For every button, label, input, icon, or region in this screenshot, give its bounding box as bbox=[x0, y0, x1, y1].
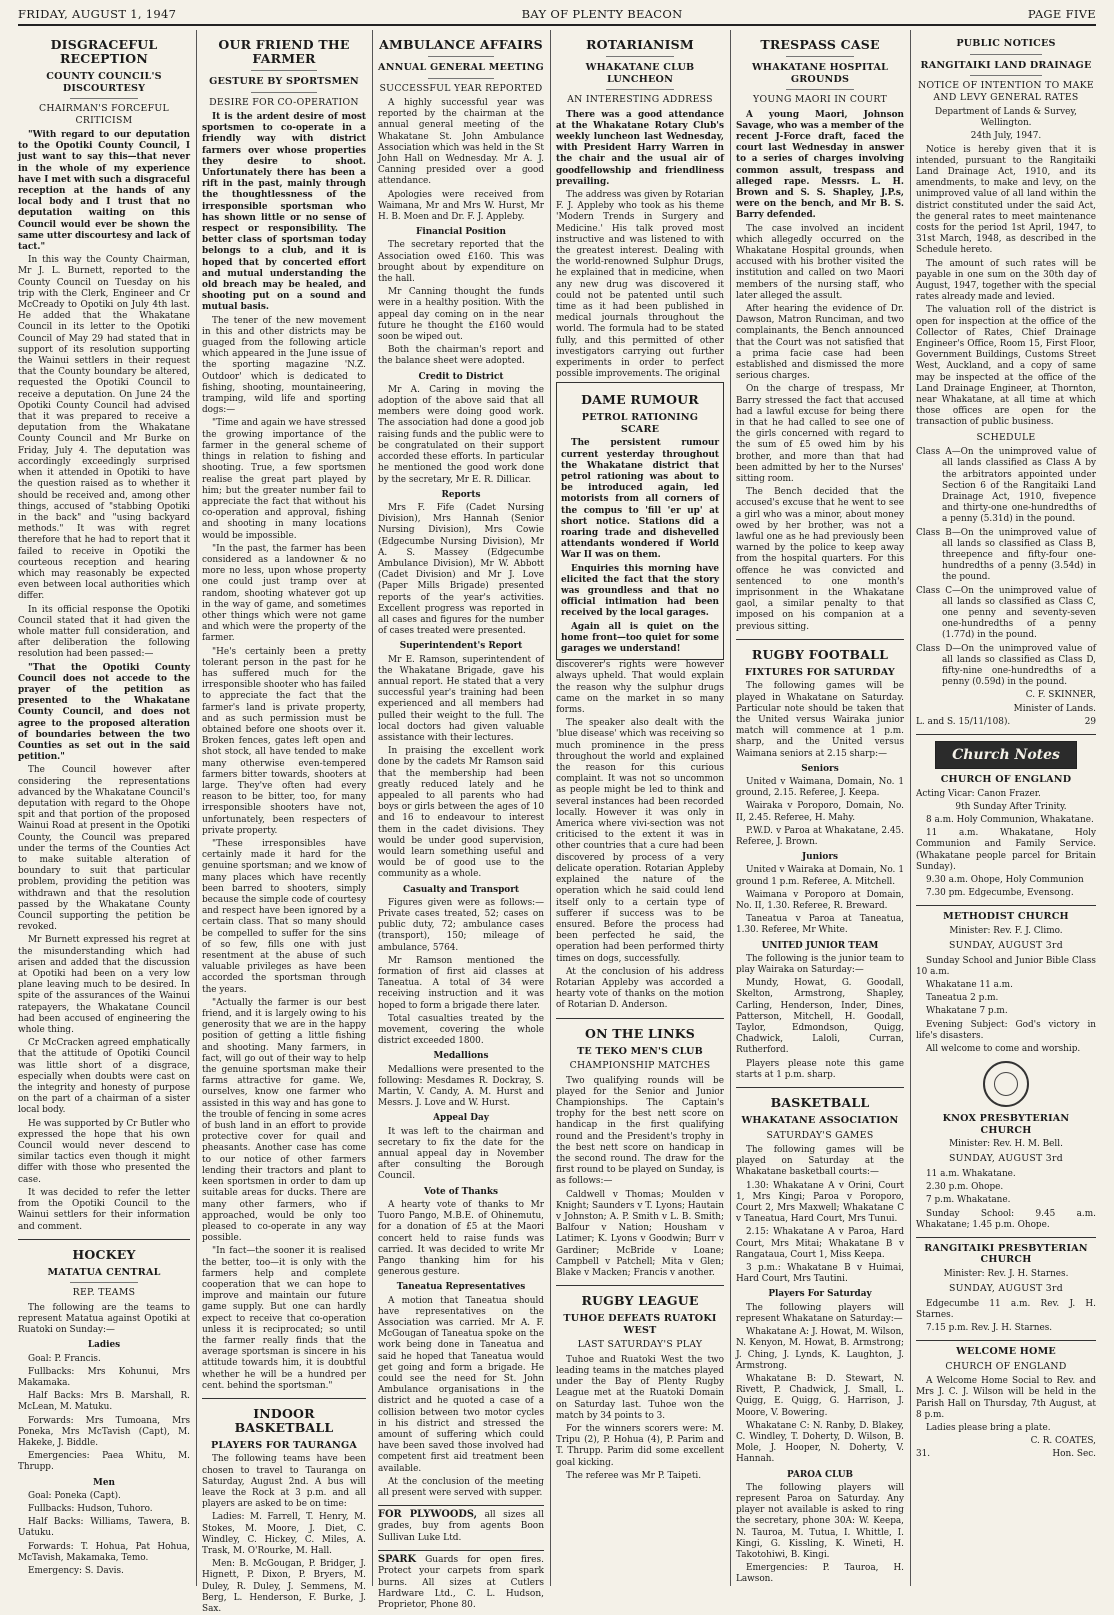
article-paragraph: The following games will be played in Whakatane on Saturday. Particular note should be taken that the United versus Wairaka junior match will commence at 1 p.m. sharp, and the United versus Waimana seniors at 2.15 sharp:— bbox=[736, 681, 904, 759]
team-heading: Ladies bbox=[87, 1340, 121, 1351]
article-paragraph: For the winners scorers were: M. Tripu (2), P. Hohua (4), P. Parim and T. Thrupp. Parim did some excellent goal kicking. bbox=[556, 1423, 724, 1468]
divider bbox=[556, 1018, 724, 1019]
article-paragraph: In its official response the Opotiki Council stated that it had given the whole matter full consideration, and after deliberation the following resolution had been passed:— bbox=[18, 604, 190, 660]
classified-ad-plywoods: FOR PLYWOODS, all sizes all grades, buy from agents Boon Sullivan Luke Ltd. bbox=[378, 1509, 544, 1543]
article-paragraph: "In the past, the farmer has been considered as a landowner & no more no less, upon whose property one could just tramp over at random, shooting whatever got up in the way of game, and sometimes other things which were not game and which were the property of the farmer. bbox=[202, 543, 366, 644]
column-rule bbox=[196, 30, 197, 1586]
section-heading: Medallions bbox=[433, 1051, 489, 1062]
team-line: Forwards: T. Hohua, Pat Hohua, McTavish, Makamaka, Temo. bbox=[18, 1541, 190, 1563]
subhead: WHAKATANE HOSPITAL GROUNDS bbox=[751, 62, 889, 85]
article-paragraph: The speaker also dealt with the 'blue disease' which was receiving so much prominence in the press throughout the world and explained the reason for this curious complaint. It was not so uncommon as people might be led to think and several instances had been recorded locally. However it was only in America where vivi-section was not criticised to the extent it was in other countries that a cure had been discovered by process of a very delicate operation. Rotarian Appleby explained the nature of the operation which he said could lend itself only to a certain type of sufferer if success was to be ensured. Before the process had been perfected he said, the operation had been performed thirty times on dogs, successfully. bbox=[556, 718, 724, 964]
article-paragraph: On the charge of trespass, Mr Barry stressed the fact that accused had a lawful excuse for being there in that he had called to see one of the girls concerned with regard to the sum of £5 owed him by his brother, and more than that had been admitted by her to the Nurses' sitting room. bbox=[736, 384, 904, 484]
headline-indoor-basketball: INDOOR BASKETBALL bbox=[234, 1405, 334, 1435]
subhead: MATATUA CENTRAL bbox=[47, 1266, 161, 1278]
section-heading: Superintendent's Report bbox=[399, 641, 523, 652]
article-paragraph: Again all is quiet on the home front—too quiet for some garages we understand! bbox=[561, 621, 719, 655]
church-minister: Minister: Rev. F. J. Climo. bbox=[949, 925, 1063, 936]
divider bbox=[916, 1237, 1096, 1238]
section-heading: Reports bbox=[441, 489, 481, 500]
article-paragraph: After hearing the evidence of Dr. Dawson, Matron Runciman, and two complainants, the Bench announced that the Court was not satisfied that a prima facie case had been established and dismissed the more serious charges. bbox=[736, 303, 904, 382]
schedule-class: Class A—On the unimproved value of all lands classified as Class A by the arbitrators appointed under Section 6 of the Rangitaiki Land Drainage Act, 1910, fivepence and thirty-one one-hundredths of a penny (5.31d) in the pound. bbox=[916, 447, 1096, 525]
team-line: Forwards: Mrs Tumoana, Mrs Poneka, Mrs McTavish (Capt), M. Hakeke, J. Biddle. bbox=[18, 1415, 190, 1448]
divider bbox=[736, 639, 904, 640]
divider bbox=[786, 56, 853, 57]
article-paragraph: Figures given were as follows:—Private cases treated, 52; cases on public duty, 72; ambulance cases (transport), 150; mileage of ambulance, 5764. bbox=[378, 897, 544, 953]
divider bbox=[70, 1282, 139, 1283]
church-sunday: SUNDAY, AUGUST 3rd bbox=[948, 940, 1064, 952]
article-paragraph: Medallions were presented to the following: Mesdames R. Dockray, S. Martin, V. Candy, A. M. Hurst and Messrs. J. Love and W. Hurst. bbox=[378, 1064, 544, 1109]
headline-hockey: HOCKEY bbox=[72, 1246, 136, 1262]
headline-rugby-football: RUGBY FOOTBALL bbox=[751, 646, 889, 662]
subhead: FIXTURES FOR SATURDAY bbox=[745, 666, 895, 678]
team-line: Whakatane C: N. Ranby, D. Blakey, C. Windley, T. Doherty, D. Wilson, B. Mole, J. Hooper, N. Doherty, V. Hannah. bbox=[736, 1420, 904, 1465]
article-paragraph: The Council however after considering the representations advanced by the Whakatane Council's deputation with regard to the Ohope spit and that portion of the proposed Wainui Road at present in the Opotiki County, the Council was prepared under the terms of the Counties Act to make suitable alteration of boundary to suit that particular problem, providing the petition was withdrawn and that the resolution passed by the Whakatane County Council supporting the petition be revoked. bbox=[18, 765, 190, 933]
subhead: SUCCESSFUL YEAR REPORTED bbox=[379, 82, 543, 94]
article-paragraph: The secretary reported that the Association owed £160. This was brought about by expenditure on the hall. bbox=[378, 240, 544, 285]
signer-title: Minister of Lands. bbox=[1013, 703, 1096, 714]
team-heading: Men bbox=[93, 1477, 115, 1488]
church-service: Edgecumbe 11 a.m. Rev. J. H. Starnes. bbox=[916, 1298, 1096, 1320]
welcome-signoff bbox=[916, 1449, 1096, 1460]
article-paragraph: Apologies were received from Waimana, Mr and Mrs W. Hurst, Mr H. B. Moen and Dr. F. J. Appleby. bbox=[378, 189, 544, 223]
church-service: 7.15 p.m. Rev. J. H. Starnes. bbox=[926, 1323, 1053, 1334]
section-heading: PAROA CLUB bbox=[786, 1469, 854, 1480]
team-line: Emergencies: Paea Whitu, M. Thrupp. bbox=[18, 1451, 190, 1473]
divider bbox=[202, 1398, 366, 1399]
church-emblem-icon bbox=[983, 1061, 1029, 1107]
divider bbox=[378, 1505, 544, 1506]
section-heading: Seniors bbox=[801, 763, 839, 774]
team-line: Emergency: S. Davis. bbox=[28, 1565, 124, 1576]
article-paragraph: Both the chairman's report and the balance sheet were adopted. bbox=[378, 345, 544, 367]
subhead: CHAMPIONSHIP MATCHES bbox=[569, 1060, 711, 1072]
article-paragraph: The tener of the new movement in this and other districts may be guaged from the following article which appeared in the June issue of the sporting magazine 'N.Z. Outdoor' which is dedicated to fishing, shooting, mountaineering, tramping, wild life and sporting dogs:— bbox=[202, 315, 366, 416]
column-rule bbox=[550, 30, 551, 1586]
divider bbox=[70, 98, 139, 99]
team-line: Ladies: M. Farrell, T. Henry, M. Stokes, M. Moore, J. Diet, C. Windley, C. Hickey, C. Miles, A. Trask, M. O'Rourke, M. Hall. bbox=[202, 1512, 366, 1557]
column-2 bbox=[202, 30, 366, 1615]
headline-rugby-league: RUGBY LEAGUE bbox=[581, 1293, 699, 1309]
section-heading: Juniors bbox=[801, 852, 839, 863]
article-paragraph: Two qualifying rounds will be played for the Senior and Junior Championships. The Captain's trophy for the best nett score on handicap in the first qualifying round and the President's trophy in the best nett score on handicap in the second round. The draw for the first round to be played on Sunday, is as follows:— bbox=[556, 1075, 724, 1187]
church-minister: Minister: Rev. J. H. Starnes. bbox=[943, 1268, 1069, 1279]
notice-date: 24th July, 1947. bbox=[970, 131, 1042, 142]
team-line: Whakatane A: J. Howat, M. Wilson, N. Kenyon, M. Howat, B. Armstrong; J. Ching, J. Lynds, K. Laughton, J. Armstrong. bbox=[736, 1327, 904, 1371]
column-6 bbox=[916, 30, 1096, 1586]
issue-date: FRIDAY, AUGUST 1, 1947 bbox=[18, 7, 177, 21]
article-paragraph: The address was given by Rotarian F. J. Appleby who took as his theme 'Modern Trends in Surgery and Medicine.' His talk proved most instructive and was listened to with the greatest interest. Dealing with the world-renowned Sulphur Drugs, he explained that in medicine, when any new drug was discovered it could not be patented until such time as it had been published in medical journals throughout the world. The formula had to be stated fully, and this permitted of other investigators carrying out further experiments in order to perfect possible improvements. The original bbox=[556, 189, 724, 380]
fixture-line: 1.30: Whakatane A v Orini, Court 1, Mrs Kingi; Paroa v Poroporo, Court 2, Mrs Maxwell; Whakatane C v Taneatua, Hard Court, Mrs Tunui. bbox=[736, 1180, 904, 1225]
article-paragraph: "With regard to our deputation to the Opotiki County Council, I just want to say this—that never in the whole of my experience have I met with such a disgraceful reception at the hands of any local body and I trust that no deputation waiting on this Council would ever be shown the same utter discourtesy and lack of tact." bbox=[18, 130, 190, 253]
team-line: Fullbacks: Hudson, Tuhoro. bbox=[28, 1503, 153, 1514]
subhead: GESTURE BY SPORTSMEN bbox=[209, 76, 359, 87]
section-heading: Appeal Day bbox=[433, 1113, 489, 1124]
church-service: Whakatane 7 p.m. bbox=[926, 1006, 1008, 1017]
paper-title: BAY OF PLENTY BEACON bbox=[521, 7, 683, 21]
notice-paragraph: A Welcome Home Social to Rev. and Mrs J. C. J. Wilson will be held in the Parish Hall on Thursday, 7th August, at 8 p.m. bbox=[916, 1376, 1096, 1420]
church-service: Evening Subject: God's victory in life's disasters. bbox=[916, 1019, 1096, 1041]
column-4 bbox=[556, 30, 724, 1586]
article-paragraph: "He's certainly been a pretty tolerant person in the past for he has suffered much for the irresponsible shooter who has failed to appreciate the fact that the farmer's land is private property, and as such permission must be obtained before one shoots over it. Broken fences, gates left open and shot stock, all have tended to make many otherwise even-tempered farmers bitter towards, shooters at large. They've often had every reason to be bitter, too, for many irresponsible shooters have not, unfortunately, been respecters of private property. bbox=[202, 646, 366, 836]
team-line: Half Backs: Mrs B. Marshall, R. McLean, M. Matuku. bbox=[18, 1391, 190, 1413]
section-heading: Credit to District bbox=[418, 371, 504, 382]
article-paragraph: It was decided to refer the letter from the Opotiki Council to the Wainui settlers for their information and comment. bbox=[18, 1187, 190, 1232]
schedule-heading: SCHEDULE bbox=[976, 431, 1036, 443]
notice-ref: L. and S. 15/11/108). bbox=[916, 716, 1011, 727]
article-paragraph: Caldwell v Thomas; Moulden v Knight; Saunders v T. Lyons; Hautain v Johnston; A. P. Smith v L. B. Smith; Balfour v Nation; Housham v Latimer; K. Lyons v Goodwin; Burr v Gardiner; McBride v Loane; Campbell v Patchell; Mita v Glen; Blake v Macken; Francis v another. bbox=[556, 1189, 724, 1278]
schedule-class: Class B—On the unimproved value of all lands so classified as Class B, threepence and fifty-four one-hundredths of a penny (3.54d) in the pound. bbox=[916, 527, 1096, 583]
article-paragraph: The following players will represent Whakatane on Saturday:— bbox=[736, 1302, 904, 1324]
article-paragraph: Enquiries this morning have elicited the fact that the story was groundless and that no official intimation had been received by the local garages. bbox=[561, 563, 719, 619]
signer-title: Hon. Sec. bbox=[1052, 1449, 1096, 1460]
article-paragraph: discoverer's rights were however always upheld. That would explain the reason why the sulphur drugs came on the market in so many forms. bbox=[556, 660, 724, 716]
article-paragraph: Tuhoe and Ruatoki West the two leading teams in the matches played under the Bay of Plenty Rugby League met at the Ruatoki Domain on Saturday last. Tuhoe won the match by 34 points to 3. bbox=[556, 1354, 724, 1421]
notice-number: 29 bbox=[1084, 716, 1096, 727]
church-service: All welcome to come and worship. bbox=[926, 1044, 1081, 1055]
divider bbox=[378, 1550, 544, 1551]
church-service: Whakatane 11 a.m. bbox=[926, 980, 1013, 990]
article-paragraph: There was a good attendance at the Whakatane Rotary Club's weekly luncheon last Wednesday, with President Harry Warren in the chair and the usual air of goodfellowship and friendliness prevailing. bbox=[556, 109, 724, 187]
article-paragraph: A highly successful year was reported by the chairman at the annual general meeting of the Whakatane St. John Ambulance Association which was held in the St John Hall on Wednesday. Mr A. J. Canning presided over a good attendance. bbox=[378, 98, 544, 187]
subhead: ANNUAL GENERAL MEETING bbox=[378, 62, 544, 73]
public-notices-heading: PUBLIC NOTICES bbox=[956, 38, 1056, 49]
church-sunday: SUNDAY, AUGUST 3rd bbox=[948, 1153, 1064, 1165]
notice-number: 31. bbox=[916, 1449, 931, 1460]
notice-paragraph: The amount of such rates will be payable in one sum on the 30th day of August, 1947, together with the special rates already made and levied. bbox=[916, 258, 1096, 303]
divider bbox=[251, 70, 317, 71]
article-paragraph: Mr E. Ramson, superintendent of the Whakatane Brigade, gave his annual report. He stated that a very successful year's training had been experienced and all members had pulled their weight to the full. The local doctors had given valuable assistance with their lectures. bbox=[378, 654, 544, 743]
column-5 bbox=[736, 30, 904, 1586]
article-paragraph: Players please note this game starts at 1 p.m. sharp. bbox=[736, 1058, 904, 1080]
column-rule bbox=[730, 30, 731, 1586]
headline-disgraceful-reception: DISGRACEFUL RECEPTION bbox=[50, 37, 158, 66]
article-paragraph: At the conclusion of the meeting all present were served with supper. bbox=[378, 1476, 544, 1498]
fixture-line: Waimana v Poroporo at Domain, No. II, 1.30. Referee, R. Breward. bbox=[736, 889, 904, 911]
article-paragraph: The following games will be played on Saturday at the Whakatane basketball courts:— bbox=[736, 1145, 904, 1178]
team-line: Men: B. McGougan, P. Bridger, J. Hignett, P. Dixon, P. Bryers, M. Duley, R. Duley, J. Semmens, M. Berg, L. Henderson, F. Burke, J. Sax. bbox=[202, 1559, 366, 1615]
section-heading: Casualty and Transport bbox=[403, 884, 519, 895]
subhead: WHAKATANE CLUB LUNCHEON bbox=[585, 62, 695, 85]
welcome-home-heading: WELCOME HOME bbox=[956, 1346, 1056, 1358]
divider bbox=[786, 89, 853, 90]
divider bbox=[916, 734, 1096, 735]
church-service: Sunday School: 9.45 a.m. Whakatane; 1.45 p.m. Ohope. bbox=[916, 1208, 1096, 1230]
signer-name: C. R. COATES, bbox=[1030, 1436, 1096, 1447]
team-line: Goal: P. Francis. bbox=[28, 1353, 101, 1364]
subhead: TUHOE DEFEATS RUATOKI WEST bbox=[563, 1313, 717, 1336]
section-heading: Taneatua Representatives bbox=[396, 1282, 526, 1293]
divider bbox=[428, 78, 494, 79]
article-paragraph: Total casualties treated by the movement, covering the whole district exceeded 1800. bbox=[378, 1013, 544, 1047]
article-paragraph: The following are the teams to represent Matatua against Opotiki at Ruatoki on Sunday:— bbox=[18, 1302, 190, 1336]
church-heading: METHODIST CHURCH bbox=[943, 911, 1069, 923]
divider bbox=[736, 1087, 904, 1088]
subhead: PETROL RATIONING SCARE bbox=[581, 412, 699, 435]
team-line: Emergencies: P. Tauroa, H. Lawson. bbox=[736, 1563, 904, 1585]
subhead: REP. TEAMS bbox=[72, 1287, 136, 1299]
divider bbox=[606, 56, 673, 57]
column-1 bbox=[18, 30, 190, 1586]
divider bbox=[970, 75, 1042, 76]
team-line: Fullbacks: Mrs Kohunui, Mrs Makamaka. bbox=[18, 1366, 190, 1388]
subhead: COUNTY COUNCIL'S DISCOURTESY bbox=[46, 71, 162, 94]
article-paragraph: The Bench decided that the accused's excuse that he went to see a girl who was a minor, about money owed by her brother, was not a lawful one as he had previously been warned by the police to keep away from the hospital quarters. For this offence he was convicted and sentenced to one month's imprisonment in the Whakatane gaol, a similar penalty to that imposed on his companion at a previous sitting. bbox=[736, 487, 904, 632]
church-heading: RANGITAIKI PRESBYTERIAN CHURCH bbox=[924, 1242, 1088, 1266]
subhead: LAST SATURDAY'S PLAY bbox=[577, 1339, 703, 1351]
classified-ad-spark-guards: SPARK Guards for open fires. Protect your carpets from spark burns. All sizes at Cutlers Hardware Ltd., C. L. Hudson, Proprietor, Phone 80. bbox=[378, 1554, 544, 1611]
subhead: DESIRE FOR CO-OPERATION bbox=[209, 96, 359, 108]
masthead bbox=[18, 4, 1096, 26]
column-rule bbox=[372, 30, 373, 1586]
article-paragraph: "Time and again we have stressed the growing importance of the farmer in the general scheme of things in relation to fishing and shooting. True, a few sportsmen realise the great part played by him; but the greater number fail to appreciate the fact that without his co-operation and approval, fishing and shooting in many locations would be impossible. bbox=[202, 418, 366, 541]
article-paragraph: Mr A. Caring in moving the adoption of the above said that all members were doing good work. The association had done a good job raising funds and the public were to be congratulated on their support accorded these efforts. In particular he mentioned the good work done by the secretary, Mr E. R. Dillicar. bbox=[378, 384, 544, 485]
church-minister: Acting Vicar: Canon Frazer. bbox=[916, 788, 1041, 799]
article-paragraph: It was left to the chairman and secretary to fix the date for the annual appeal day in November after consulting the Borough Council. bbox=[378, 1126, 544, 1182]
article-paragraph: "That the Opotiki County Council does not accede to the prayer of the petition as presented to the Whakatane County Council, and does not agree to the proposed alteration of boundaries between the two Counties as set out in the said petition." bbox=[18, 662, 190, 763]
church-service: Taneatua 2 p.m. bbox=[926, 993, 999, 1004]
fixture-line: United v Waimana, Domain, No. 1 ground, 2.15. Referee, J. Keepa. bbox=[736, 776, 904, 799]
subhead: AN INTERESTING ADDRESS bbox=[567, 94, 713, 105]
subhead: CHURCH OF ENGLAND bbox=[945, 1360, 1067, 1372]
section-heading: UNITED JUNIOR TEAM bbox=[761, 940, 879, 951]
church-service: 7.30 pm. Edgecumbe, Evensong. bbox=[926, 888, 1074, 899]
column-3 bbox=[378, 30, 544, 1611]
fixture-line: P.W.D. v Paroa at Whakatane, 2.45. Referee, J. Brown. bbox=[736, 825, 904, 847]
divider bbox=[428, 56, 494, 57]
article-paragraph: "These irresponsibles have certainly made it hard for the genuine sportsman; and we know of many places which have recently been barred to shooters, simply because the simple code of courtesy and respect have been ignored by a certain class. That so many should be compelled to suffer for the sins of so few, fills one with just resentment at the abuse of such valuable privileges as have been accorded the sportsman through the years. bbox=[202, 839, 366, 995]
church-service: 7 p.m. Whakatane. bbox=[926, 1195, 1011, 1206]
section-heading: Vote of Thanks bbox=[423, 1186, 499, 1197]
article-paragraph: The referee was Mr P. Taipeti. bbox=[566, 1470, 702, 1481]
fixture-line: 2.15: Whakatane A v Paroa, Hard Court, Mrs Mitai; Whakatane B v Rangataua, Court 1, Miss Keepa. bbox=[736, 1227, 904, 1260]
team-line: Half Backs: Williams, Tawera, B. Uatuku. bbox=[18, 1517, 190, 1539]
divider bbox=[251, 92, 317, 93]
article-paragraph: The following is the junior team to play Wairaka on Saturday:— bbox=[736, 953, 904, 976]
article-paragraph: In this way the County Chairman, Mr J. L. Burnett, reported to the County Council on Tuesday on his trip with the Clerk, Engineer and Cr McCready to Opotiki on July 4th last. He added that the Whakatane Council in its letter to the Opotiki Council of May 29 had stated that in support of its resolution supporting the Wainui settlers in their request that the County boundary be altered, requested the Opotiki Council to receive a deputation. On June 24 the Opotiki County Council had advised that it was prepared to receive a deputation from the Whakatane County Council and Mr Burke on Friday, July 4. The deputation was accordingly exceedingly surprised when it attended in Opotiki to have the question raised as to whether it should be received and, among other things, accused of "stabbing Opotiki in the back" and "using backyard methods." It was with regret therefore that he had to report that it failed to receive in Opotiki the courteous reception and hearing which may reasonably be expected even between local authorities which differ. bbox=[18, 255, 190, 602]
fixture-line: Taneatua v Paroa at Taneatua, 1.30. Referee, Mr White. bbox=[736, 914, 904, 936]
church-service: Sunday School and Junior Bible Class 10 a.m. bbox=[916, 955, 1096, 977]
article-paragraph: A motion that Taneatua should have representatives on the Association was carried. Mr A. F. McGougan of Taneatua spoke on the work being done in Taneatua and said he hoped that Taneatua would get going and form a brigade. He could see the need for St. John Ambulance organisations in the district and he quoted a case of a collision between two motor cycles in his district and stressed the amount of suffering which could have been saved those involved had competent first aid treatment been available. bbox=[378, 1295, 544, 1474]
church-sunday: SUNDAY, AUGUST 3rd bbox=[948, 1283, 1064, 1295]
headline-on-the-links: ON THE LINKS bbox=[584, 1025, 695, 1041]
article-paragraph: Mr Ramson mentioned the formation of first aid classes at Taneatua. A total of 34 were receiving instruction and it was hoped to form a brigade there later. bbox=[378, 955, 544, 1011]
schedule-class: Class C—On the unimproved value of all lands so classified as Class C, one penny and seventy-seven one-hundredths of a penny (1.77d) in the pound. bbox=[916, 585, 1096, 641]
article-paragraph: In praising the excellent work done by the cadets Mr Ramson said that the membership had been greatly reduced lately and he appealed to all parents who had boys or girls between the ages of 10 and 16 to endeavour to interest them in the cadet divisions. They would be under good supervision, would learn something useful and would be of good use to the community as a whole. bbox=[378, 746, 544, 880]
headline-rotarianism: ROTARIANISM bbox=[586, 37, 694, 52]
subhead: SATURDAY'S GAMES bbox=[766, 1129, 874, 1141]
article-paragraph: Mrs F. Fife (Cadet Nursing Division), Mrs Hannah (Senior Nursing Division), Mrs Cowie (Edgecumbe Nursing Division), Mr A. S. Massey (Edgecumbe Ambulance Division), Mr W. Abbott (Cadet Division) and Mr J. Love (Paper Mills Brigade) presented reports of the year's activities. Excellent progress was reported in all cases and figures for the number of cases treated were presented. bbox=[378, 502, 544, 637]
divider bbox=[916, 905, 1096, 906]
article-paragraph: Cr McCracken agreed emphatically that the attitude of Opotiki Council was little short of a disgrace, especially when doubts were cast on the integrity and honesty of purpose on the part of a chairman of a sister local body. bbox=[18, 1038, 190, 1116]
team-line: Whakatane B: D. Stewart, N. Rivett, P. Chadwick, J. Small, L. Quigg, E. Quigg, G. Harrison, J. Moore, V. Bowering. bbox=[736, 1373, 904, 1418]
divider bbox=[18, 1239, 190, 1240]
fixture-line: Wairaka v Poroporo, Domain, No. II, 2.45. Referee, H. Mahy. bbox=[736, 801, 904, 823]
article-paragraph: At the conclusion of his address Rotarian Appleby was accorded a hearty vote of thanks on the motion of Rotarian D. Anderson. bbox=[556, 966, 724, 1011]
page-number: PAGE FIVE bbox=[1027, 7, 1096, 21]
church-service: 9.30 a.m. Ohope, Holy Communion bbox=[926, 874, 1084, 885]
article-paragraph: A young Maori, Johnson Savage, who was a member of the recent J-Force draft, faced the court last Wednesday in answer to a series of charges involving common assult, trespass and alleged rape. Messrs. L. H. Brown and S. S. Shapley, J.P.s, were on the bench, and Mr B. S. Barry defended. bbox=[736, 109, 904, 221]
headline-dame-rumour: DAME RUMOUR bbox=[581, 392, 699, 408]
team-line: Mundy, Howat, G. Goodall, Skelton, Armstrong, Shapley, Carling, Henderson, Inder, Dines, Patterson, Mitchell, H. Goodall, Taylor, Edmondson, Quigg, Chadwick, Laloli, Curran, Rutherford. bbox=[736, 978, 904, 1056]
church-service: 11 a.m. Whakatane, Holy Communion and Family Service. (Whakatane people parcel for Britain Sunday). bbox=[916, 828, 1096, 872]
article-paragraph: A hearty vote of thanks to Mr Tuoro Pango, M.B.E. of Ohinemutu, for a donation of £5 at the Maori concert held to raise funds was carried. It was decided to write Mr Pango thanking him for his generous gesture. bbox=[378, 1199, 544, 1278]
subhead: TE TEKO MEN'S CLUB bbox=[577, 1045, 703, 1057]
article-paragraph: The following players will represent Paroa on Saturday. Any player not available is asked to ring the secretary, phone 30A: W. Keepa, N. Tauroa, M. Tutua, I. Whittle, I. Kingi, G. Kissling, K. Wineti, H. Takotohiwi, B. Kingi. bbox=[736, 1482, 904, 1560]
column-rule bbox=[910, 30, 911, 1586]
article-paragraph: The case involved an incident which allegedly occurred on the Whakatane Hospital grounds, when accused with his brother visited the institution and called on two Maori members of the nursing staff, who later alleged the assult. bbox=[736, 223, 904, 301]
schedule-class: Class D—On the unimproved value of all lands so classified as Class D, fifty-nine one-hundredths of a penny (0.59d) in the pound. bbox=[916, 643, 1096, 688]
notice-paragraph: Ladies please bring a plate. bbox=[926, 1423, 1051, 1434]
church-minister: Minister: Rev. H. M. Bell. bbox=[949, 1139, 1063, 1150]
church-service: 2.30 p.m. Ohope. bbox=[926, 1182, 1004, 1193]
article-paragraph: It is the ardent desire of most sportsmen to co-operate in a friendly way with district farmers over whose properties they desire to shoot. Unfortunately there has been a rift in the past, mainly through the thoughtlessness of the irresponsible sportsman who has shown little or no sense of respect or responsibility. The better class of sportsman today belongs to a club, and it is hoped that by concerted effort and mutual understanding the old breach may be healed, and shooting put on a sound and mutual basis. bbox=[202, 112, 366, 313]
divider bbox=[606, 89, 673, 90]
headline-our-friend-the-farmer: OUR FRIEND THE FARMER bbox=[218, 37, 350, 66]
fixture-line: United v Wairaka at Domain, No. 1 ground 1 p.m. Referee, A. Mitchell. bbox=[736, 865, 904, 887]
fixture-line: 3 p.m.: Whakatane B v Huimai, Hard Court, Mrs Tautini. bbox=[736, 1263, 904, 1285]
section-heading: Players For Saturday bbox=[768, 1289, 872, 1300]
article-paragraph: "Actually the farmer is our best friend, and it is largely owing to his generosity that we are in the happy position of getting a little fishing and shooting. Many farmers, in fact, will go out of their way to help the genuine sportsman make their farms attractive for game. We, ourselves, know one farmer who assisted in this way and has gone to the trouble of fencing in some acres of bush land in an effort to provide protective cover for quail and pheasants. Another case has come to our notice of other farmers lending their tractors and plant to keen sportsmen in order to dam up suitable areas for ducks. There are many other farmers, who if approached, would be only too pleased to co-operate in any way possible. bbox=[202, 997, 366, 1244]
church-heading: KNOX PRESBYTERIAN CHURCH bbox=[942, 1113, 1070, 1136]
signer-name: C. F. SKINNER, bbox=[1025, 690, 1096, 701]
divider bbox=[970, 54, 1042, 55]
dame-rumour-box bbox=[556, 382, 724, 660]
article-paragraph: The following teams have been chosen to travel to Tauranga on Saturday, August 2nd. A bus will leave the Rock at 3 p.m. and all players are asked to be on time: bbox=[202, 1454, 366, 1510]
article-paragraph: The persistent rumour current yesterday throughout the Whakatane district that petrol rationing was about to be introduced again, led motorists from all corners of the compus to 'fill 'er up' at short notice. Stations did a roaring trade and dishevelled attendants wondered if World War II was on them. bbox=[561, 438, 719, 561]
subhead: RANGITAIKI LAND DRAINAGE bbox=[920, 59, 1092, 71]
church-service: 8 a.m. Holy Communion, Whakatane. bbox=[926, 814, 1094, 825]
subhead: CHAIRMAN'S FORCEFUL CRITICISM bbox=[39, 103, 169, 126]
headline-ambulance-affairs: AMBULANCE AFFAIRS bbox=[379, 37, 543, 52]
notice-paragraph: The valuation roll of the district is open for inspection at the office of the Collector of Rates, Chief Drainage Engineer's Office, Room 15, First Floor, Government Buildings, Customs Street West, Auckland, and a copy of same may be inspected at the office of the Land Drainage Engineer, at Thornton, near Whakatane, at all time at which those offices are open for the transaction of public business. bbox=[916, 305, 1096, 428]
church-heading: CHURCH OF ENGLAND bbox=[940, 774, 1072, 786]
subhead: PLAYERS FOR TAURANGA bbox=[210, 1439, 358, 1451]
subhead: WHAKATANE ASSOCIATION bbox=[741, 1115, 899, 1127]
church-notes-logo: Church Notes bbox=[935, 741, 1077, 769]
headline-basketball: BASKETBALL bbox=[770, 1095, 870, 1111]
article-paragraph: Mr Canning thought the funds were in a healthy position. With the appeal day coming on in the near future he thought the £160 would soon be wiped out. bbox=[378, 287, 544, 343]
headline-trespass-case: TRESPASS CASE bbox=[760, 37, 880, 52]
article-paragraph: Mr Burnett expressed his regret at the misunderstanding which had arisen and added that the discussion at Opotiki had been on a very low plane leaving much to be desired. In spite of the assurances of the Wainui ratepayers, the Whakatane Council had been accused of engineering the whole thing. bbox=[18, 935, 190, 1036]
church-sunday: 9th Sunday After Trinity. bbox=[955, 801, 1067, 812]
notice-paragraph: Notice is hereby given that it is intended, pursuant to the Rangitaiki Land Drainage Act, 1910, and its amendments, to make and levy, on the unimproved value of all land within the district constituted under the said Act, the general rates to meet maintenance costs for the period 1st April, 1947, to 31st March, 1948, as described in the Schedule hereto. bbox=[916, 144, 1096, 256]
divider bbox=[916, 1340, 1096, 1341]
subhead: YOUNG MAORI IN COURT bbox=[753, 94, 887, 105]
article-paragraph: "In fact—the sooner it is realised the better, too—it is only with the farmers help and complete cooperation that we can hope to improve and maintain our future game supply. But one can hardly expect to receive that co-operation unless it is reciprocated; so until the farmer really finds that the average sportsman is sincere in his attitude towards him, it is doubtful whether he will be a hundred per cent. behind the sportsman." bbox=[202, 1246, 366, 1391]
notice-dept: Department of Lands & Survey, Wellington. bbox=[934, 107, 1077, 129]
article-paragraph: He was supported by Cr Butler who expressed the hope that his own Council would never descend to similar tactics even though it might differ with those who presented the case. bbox=[18, 1118, 190, 1185]
notice-reference bbox=[916, 717, 1096, 728]
team-line: Goal: Poneka (Capt). bbox=[28, 1490, 121, 1501]
notice-title: NOTICE OF INTENTION TO MAKE AND LEVY GENERAL RATES bbox=[918, 80, 1094, 103]
church-service: 11 a.m. Whakatane. bbox=[926, 1168, 1016, 1179]
section-heading: Financial Position bbox=[416, 227, 506, 238]
divider bbox=[556, 1285, 724, 1286]
